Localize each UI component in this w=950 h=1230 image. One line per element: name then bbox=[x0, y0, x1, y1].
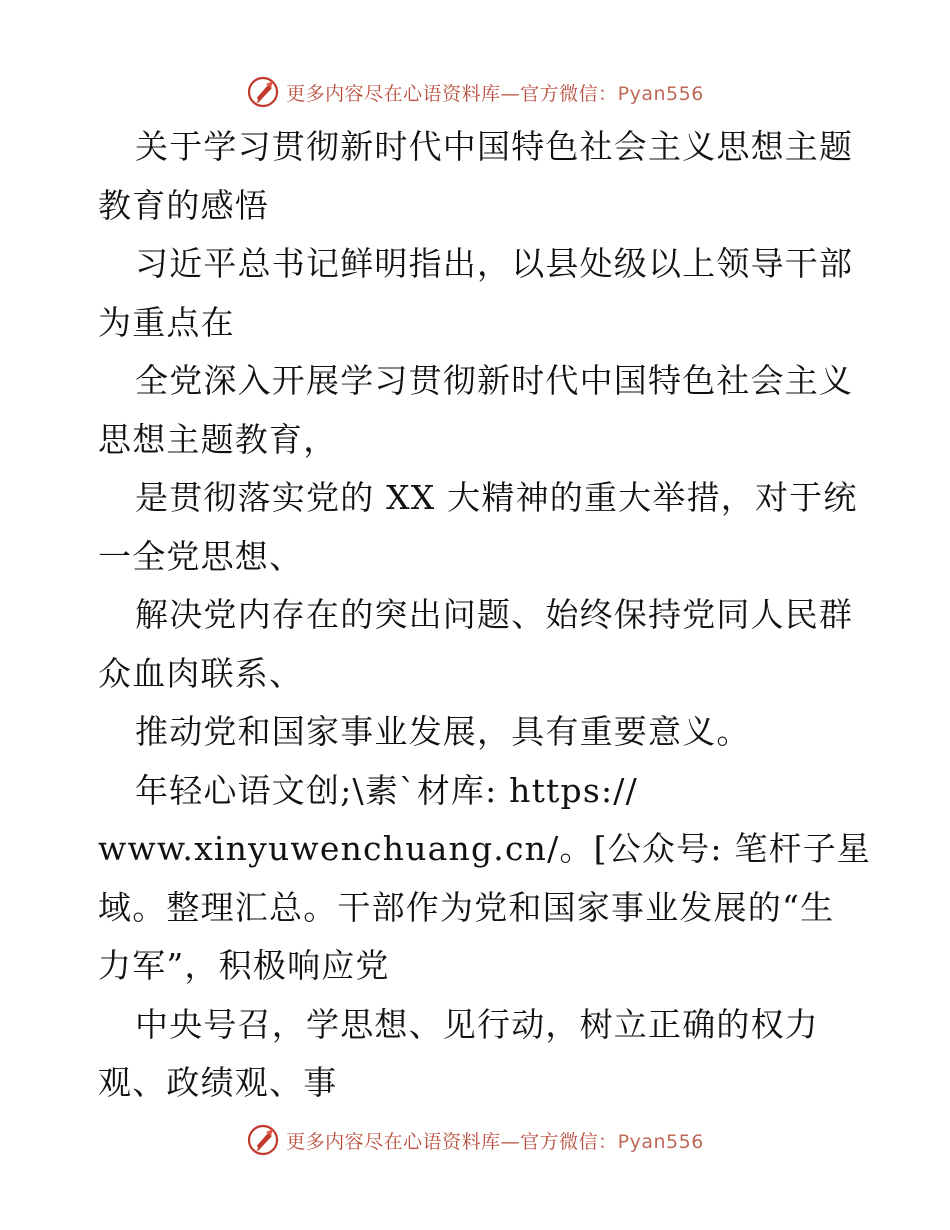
pen-logo-icon bbox=[246, 1123, 280, 1157]
footer-watermark-banner bbox=[0, 1120, 950, 1160]
paragraph-line: 是贯彻落实党的 XX 大精神的重大举措，对于统 bbox=[135, 478, 858, 517]
document-body bbox=[98, 118, 872, 1113]
document-title-line-1: 关于学习贯彻新时代中国特色社会主义思想主题 bbox=[135, 127, 854, 166]
paragraph-line: 思想主题教育， bbox=[98, 419, 338, 459]
paragraph-line: www.xinyuwenchuang.cn/。[公众号: 笔杆子星 bbox=[98, 829, 872, 868]
footer-banner-text: 更多内容尽在心语资料库—官方微信：Pyan556 bbox=[286, 1130, 704, 1153]
paragraph-line: 解决党内存在的突出问题、始终保持党同人民群 bbox=[135, 595, 854, 634]
pen-logo-icon bbox=[246, 75, 280, 109]
paragraph-line: 为重点在 bbox=[98, 302, 235, 342]
header-watermark-banner bbox=[0, 72, 950, 112]
paragraph-line: 力军”，积极响应党 bbox=[98, 946, 390, 985]
paragraph-line: 众血肉联系、 bbox=[98, 653, 304, 693]
paragraph-line: 一全党思想、 bbox=[98, 536, 304, 576]
paragraph-line: 观、政绩观、事 bbox=[98, 1063, 338, 1102]
document-title-line-2: 教育的感悟 bbox=[98, 185, 269, 225]
header-banner-text: 更多内容尽在心语资料库—官方微信：Pyan556 bbox=[286, 82, 704, 105]
paragraph-line: 年轻心语文创;\素`材库: https:// bbox=[135, 770, 638, 810]
paragraph-line: 全党深入开展学习贯彻新时代中国特色社会主义 bbox=[135, 361, 854, 400]
paragraph-line: 域。整理汇总。干部作为党和国家事业发展的“生 bbox=[98, 887, 835, 927]
paragraph-line: 习近平总书记鲜明指出，以县处级以上领导干部 bbox=[135, 244, 854, 283]
paragraph-line: 中央号召，学思想、见行动，树立正确的权力 bbox=[135, 1004, 819, 1044]
paragraph-line: 推动党和国家事业发展，具有重要意义。 bbox=[135, 712, 751, 751]
